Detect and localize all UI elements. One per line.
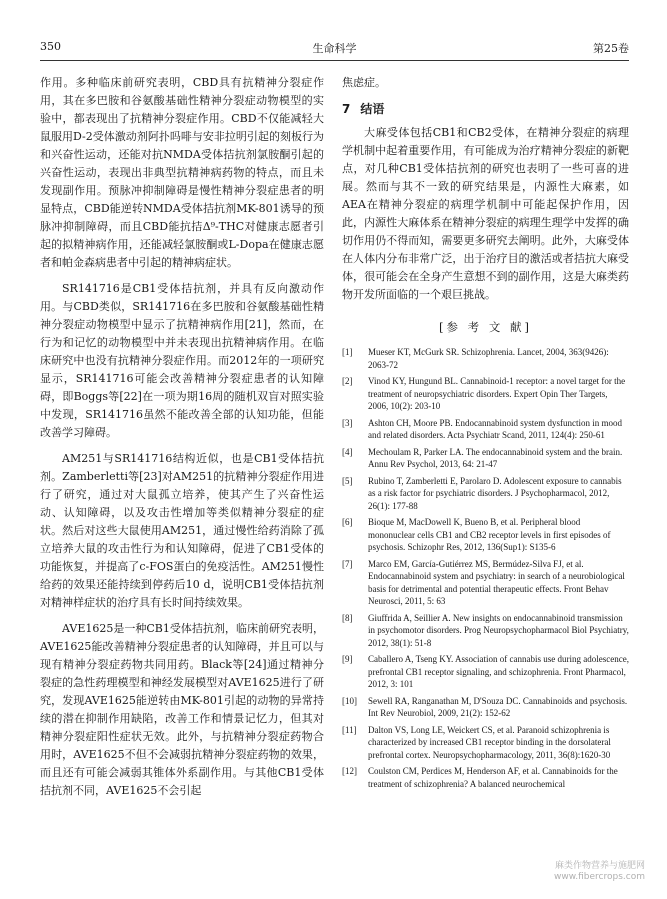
page-number: 350 (40, 40, 61, 53)
reference-number: [8] (342, 612, 353, 623)
reference-item (342, 346, 629, 371)
reference-text: Ashton CH, Moore PB. Endocannabinoid system dysfunction in mood and related disorders. Acta Psychiatr Scand, 2011, 124(4): 250-61 (368, 417, 622, 440)
watermark-line: www.fibercrops.com (554, 872, 645, 882)
page-header (40, 40, 629, 58)
reference-number: [3] (342, 417, 353, 428)
reference-number: [12] (342, 766, 357, 776)
reference-number: [7] (342, 558, 353, 569)
reference-text: Sewell RA, Ranganathan M, D'Souza DC. Cannabinoids and psychosis. Int Rev Neurobiol, 2009, 21(2): 152-62 (368, 695, 628, 718)
section-title: 结语 (360, 102, 385, 116)
reference-text: Rubino T, Zamberletti E, Parolaro D. Adolescent exposure to cannabis as a risk factor for psychiatric disorders. J Psychopharmacol, 2012, 26(1): 177-88 (368, 475, 622, 511)
reference-item (342, 695, 629, 720)
body-paragraph-continued: 焦虑症。 (342, 76, 386, 89)
watermark-line: 麻类作物营养与施肥网 (554, 861, 645, 871)
reference-item (342, 724, 629, 762)
journal-name: 生命科学 (312, 42, 357, 55)
conclusion-paragraph: 大麻受体包括CB1和CB2受体，在精神分裂症的病理学机制中起着重要作用，有可能成为治疗精神分裂症的新靶点，对几种CB1受体拮抗剂的研究也表明了一些可喜的进展。然而与其不一致的研究结果是，内源性大麻素，如AEA在精神分裂症的病理学机制中可能起保护作用，因此，内源性大麻体系在精神分裂症的病理生理学中发挥的确切作用仍不得而知，需要更多研究去阐明。此外，大麻受体在人体内分布非常广泛，出于治疗目的激活或者拮抗大麻受体，很可能会在全身产生意想不到的副作用，这是大麻类药物开发所面临的一个艰巨挑战。 (342, 126, 629, 301)
body-paragraph: 作用。多种临床前研究表明，CBD具有抗精神分裂症作用，其在多巴胺和谷氨酸基础性精神分裂症动物模型的实验中，都表现出了抗精神分裂症作用。CBD不仅能减轻大鼠服用D-2受体激动剂阿扑吗啡与安非拉明引起的刻板行为和兴奋性运动，还能对抗NMDA受体拮抗剂氯胺酮引起的兴奋性运动，表现出非典型抗精神病药物的特点，而且未发现副作用。预脉冲抑制障碍是慢性精神分裂症患者的明显特点，CBD能逆转NMDA受体拮抗剂MK-801诱导的预脉冲抑制障碍，而且CBD能抗拮Δ⁹-THC对健康志愿者引起的拟精神病作用，还能减轻氯胺酮或L-Dopa在健康志愿者和帕金森病患者中引起的精神病症状。 (40, 76, 324, 269)
reference-item (342, 417, 629, 442)
reference-text: Dalton VS, Long LE, Weickert CS, et al. Paranoid schizophrenia is characterized by increased CB1 receptor binding in the dorsolateral prefrontal cortex. Neuropsychopharmacology, 2011, 36(8):1620-30 (368, 724, 611, 760)
reference-text: Giuffrida A, Seillier A. New insights on endocannabinoid transmission in psychomotor disorders. Prog Neuropsychopharmacol Biol Psychiatry, 2012, 38(1): 51-8 (368, 612, 629, 648)
reference-text: Mueser KT, McGurk SR. Schizophrenia. Lancet, 2004, 363(9426): 2063-72 (368, 347, 609, 370)
reference-item (342, 516, 629, 554)
reference-number: [6] (342, 517, 353, 527)
volume-label: 第25卷 (593, 42, 629, 55)
section-number: 7 (342, 102, 351, 116)
reference-list (342, 346, 629, 790)
reference-item (342, 765, 629, 790)
reference-item (342, 612, 629, 650)
reference-number: [4] (342, 446, 353, 457)
reference-number: [9] (342, 654, 353, 664)
reference-item (342, 375, 629, 413)
reference-text: Mechoulam R, Parker LA. The endocannabinoid system and the brain. Annu Rev Psychol, 2013, 64: 21-47 (368, 446, 623, 469)
reference-text: Marco EM, García-Gutiérrez MS, Bermúdez-Silva FJ, et al. Endocannabinoid system and psychiatry: in search of a neurobiological basis for detrimental and potential therapeutic effects. Front Behav Neurosci, 2011, 5: 63 (368, 558, 625, 606)
reference-number: [2] (342, 376, 353, 386)
reference-text: Caballero A, Tseng KY. Association of cannabis use during adolescence, prefrontal CB1 receptor signaling, and schizophrenia. Front Pharmacol, 2012, 3: 101 (368, 654, 629, 689)
reference-text: Vinod KY, Hungund BL. Cannabinoid-1 receptor: a novel target for the treatment of neuropsychiatric disorders. Expert Opin Ther Targets, 2006, 10(2): 203-10 (368, 376, 626, 411)
left-column (40, 74, 324, 800)
reference-number: [10] (342, 695, 357, 706)
reference-item (342, 558, 629, 608)
reference-item (342, 653, 629, 691)
reference-text: Bioque M, MacDowell K, Bueno B, et al. Peripheral blood mononuclear cells CB1 and CB2 receptor levels in first episodes of psychosis. Schizophr Res, 2012, 136(Sup1): S135-6 (368, 517, 611, 552)
right-column (342, 74, 629, 794)
reference-text: Coulston CM, Perdices M, Henderson AF, et al. Cannabinoids for the treatment of schizophrenia? A balanced neurochemical (368, 766, 618, 789)
body-paragraph: AVE1625是一种CB1受体拮抗剂，临床前研究表明，AVE1625能改善精神分裂症患者的认知障碍，并且可以与现有精神分裂症药物共同用药。Black等[24]通过精神分裂症的急性药理模型和神经发展模型对AVE1625进行了研究，发现AVE1625能逆转由MK-801引起的动物的异常持续的潜在抑制作用缺陷，改善工作和情景记忆力，但其对精神分裂症阳性症状无效。此外，与抗精神分裂症药物合用时，AVE1625不但不会减弱抗精神分裂症药物的效果，而且还有可能会减弱其锥体外系副作用。与其他CB1受体拮抗剂不同，AVE1625不会引起 (40, 622, 324, 797)
body-paragraph: SR141716是CB1受体拮抗剂，并具有反向激动作用。与CBD类似，SR141716在多巴胺和谷氨酸基础性精神分裂症动物模型中显示了抗精神病作用[21]，然而，在行为和记忆的动物模型中并未表现出抗精神病作用。在临床研究中也没有抗精神分裂症作用。而2012年的一项研究显示，SR141716可能会改善精神分裂症患者的认知障碍，即Boggs等[22]在一项为期16周的随机双盲对照实验中发现，SR141716虽然不能改善全部的认知功能，但能改善学习障碍。 (40, 282, 324, 439)
reference-number: [1] (342, 347, 353, 357)
reference-item (342, 446, 629, 471)
section-heading (342, 100, 629, 118)
references-heading: [参 考 文 献] (439, 320, 532, 334)
reference-number: [5] (342, 475, 353, 486)
body-paragraph: AM251与SR141716结构近似，也是CB1受体拮抗剂。Zamberletti等[23]对AM251的抗精神分裂症作用进行了研究，通过对大鼠孤立培养，使其产生了兴奋性运动、认知障碍，以及攻击性增加等类似精神分裂症的症状。然后对这些大鼠使用AM251，通过慢性给药消除了孤立培养大鼠的攻击性行为和认知障碍，促进了CB1受体的功能恢复，并提高了c-FOS蛋白的免疫活性。AM251慢性给药的效果还能持续到停药后10 d，说明CB1受体拮抗剂对精神样症状的治疗具有长时间持续效果。 (40, 452, 324, 609)
reference-number: [11] (342, 724, 357, 735)
reference-item (342, 475, 629, 513)
header-rule (40, 60, 629, 61)
watermark (554, 861, 645, 883)
